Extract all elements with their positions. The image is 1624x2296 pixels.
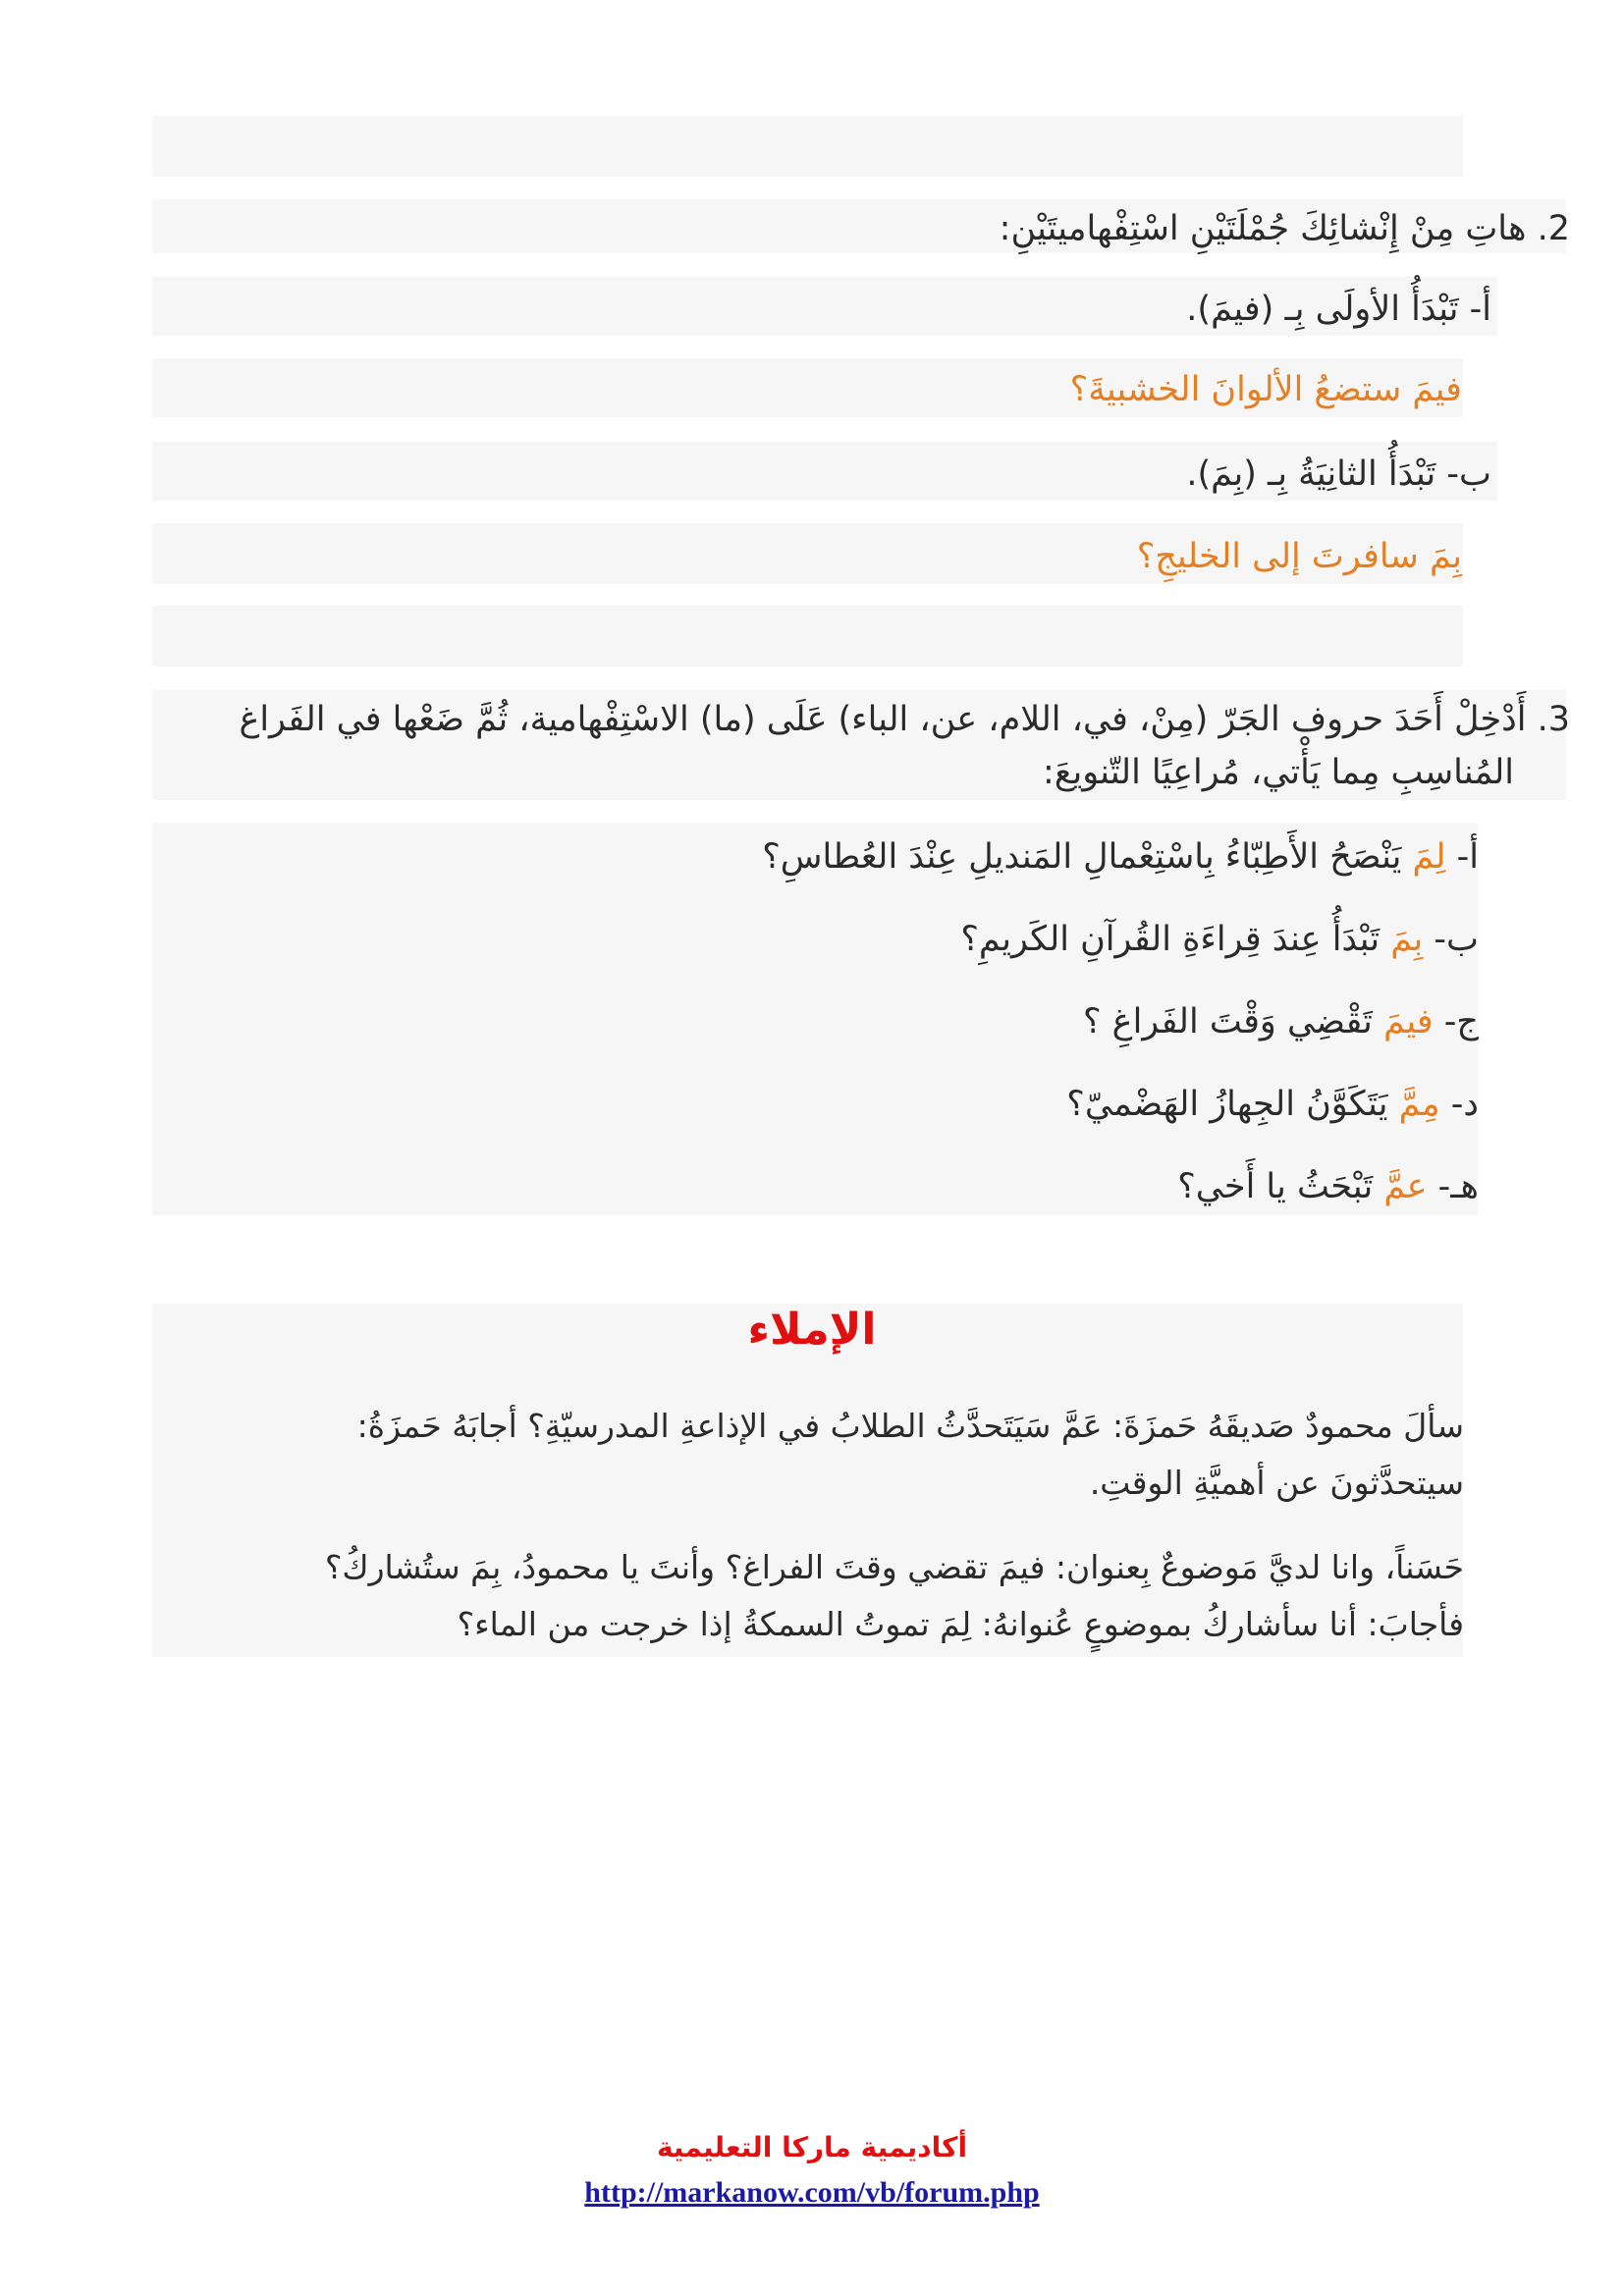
q3-item-text: يَتَكَوَّنُ الجِهازُ الهَضْميّ؟ xyxy=(1066,1085,1399,1124)
q3-item-text: تَقْضِي وَقْتَ الفَراغِ ؟ xyxy=(1082,1002,1384,1041)
imla-para1-line1: سألَ محمودٌ صَديقَهُ حَمزَةَ: عَمَّ سَيَتَحدَّثُ الطلابُ في الإذاعةِ المدرسيّةِ؟ أجابَهُ حَمزَةُ: xyxy=(356,1407,1464,1445)
q2-a-prompt: أ- تَبْدَأُ الأولَى بِـ (فيمَ). xyxy=(1186,290,1491,329)
imla-para2-line2: فأجابَ: أنا سأشاركُ بموضوعٍ عُنوانهُ: لِمَ تموتُ السمكةُ إذا خرجت من الماء؟ xyxy=(457,1605,1464,1643)
q3-item-a xyxy=(762,832,1479,881)
q3-item-b xyxy=(960,915,1479,964)
footer-academy-name: أكاديمية ماركا التعليمية xyxy=(656,2131,968,2163)
footer-forum-link[interactable]: http://markanow.com/vb/forum.php xyxy=(584,2176,1040,2209)
q3-item-prefix: ج- xyxy=(1433,1002,1479,1041)
q2-a-answer: فيمَ ستضعُ الألوانَ الخشبيةَ؟ xyxy=(1069,370,1462,409)
q3-prompt-line2: المُناسِبِ مِما يَأْتي، مُراعِيًا التّنويعَ: xyxy=(1043,753,1514,792)
q2-number: 2. xyxy=(1537,209,1570,248)
q2-b-prompt: ب- تَبْدَأُ الثانِيَةُ بِـ (بِمَ). xyxy=(1186,454,1491,494)
q3-item-answer: بِمَ xyxy=(1390,920,1424,959)
q2-prompt xyxy=(1000,204,1570,253)
q3-item-text: تَبْدَأُ عِندَ قِراءَةِ القُرآنِ الكَريمِ؟ xyxy=(960,920,1391,959)
q3-item-prefix: ب- xyxy=(1423,920,1479,959)
q3-item-d xyxy=(1066,1080,1479,1129)
q3-item-answer: فيمَ xyxy=(1383,1002,1434,1041)
imla-title: الإملاء xyxy=(747,1305,877,1355)
q3-item-answer: عمَّ xyxy=(1383,1167,1428,1206)
q3-item-text: تَبْحَثُ يا أَخي؟ xyxy=(1177,1167,1384,1206)
q3-prompt-text: أَدْخِلْ أَحَدَ حروف الجَرّ (مِنْ، في، اللام، عن، الباء) عَلَى (ما) الاسْتِفْهامية، ثُمَّ ضَعْها في الفَراغ xyxy=(239,700,1527,739)
empty-band-middle xyxy=(152,606,1463,667)
q3-item-c xyxy=(1083,997,1479,1046)
q3-item-prefix: أ- xyxy=(1445,837,1479,877)
q3-item-prefix: د- xyxy=(1439,1085,1479,1124)
q2-b-answer: بِمَ سافرتَ إلى الخليجِ؟ xyxy=(1136,537,1462,576)
q3-item-prefix: هـ- xyxy=(1427,1167,1479,1206)
q2-prompt-text: هاتِ مِنْ إِنْشائِكَ جُمْلَتَيْنِ اسْتِفْهاميتَيْنِ: xyxy=(999,209,1527,248)
q3-item-e xyxy=(1177,1162,1479,1211)
q3-item-text: يَنْصَحُ الأَطِبّاءُ بِاسْتِعْمالِ المَنديلِ عِنْدَ العُطاسِ؟ xyxy=(762,837,1413,877)
q3-number: 3. xyxy=(1537,700,1570,739)
q3-item-answer: لِمَ xyxy=(1412,837,1446,877)
imla-para2-line1: حَسَناً، وانا لديَّ مَوضوعٌ بِعنوان: فيمَ تقضي وقتَ الفراغ؟ وأنتَ يا محمودُ، بِمَ ستُشاركُ؟ xyxy=(324,1548,1464,1586)
empty-band-top xyxy=(152,116,1463,177)
q3-item-answer: مِمَّ xyxy=(1398,1085,1440,1124)
q3-prompt-line1 xyxy=(239,695,1570,744)
imla-para1-line2: سيتحدَّثونَ عن أهميَّةِ الوقتِ. xyxy=(1089,1464,1464,1502)
